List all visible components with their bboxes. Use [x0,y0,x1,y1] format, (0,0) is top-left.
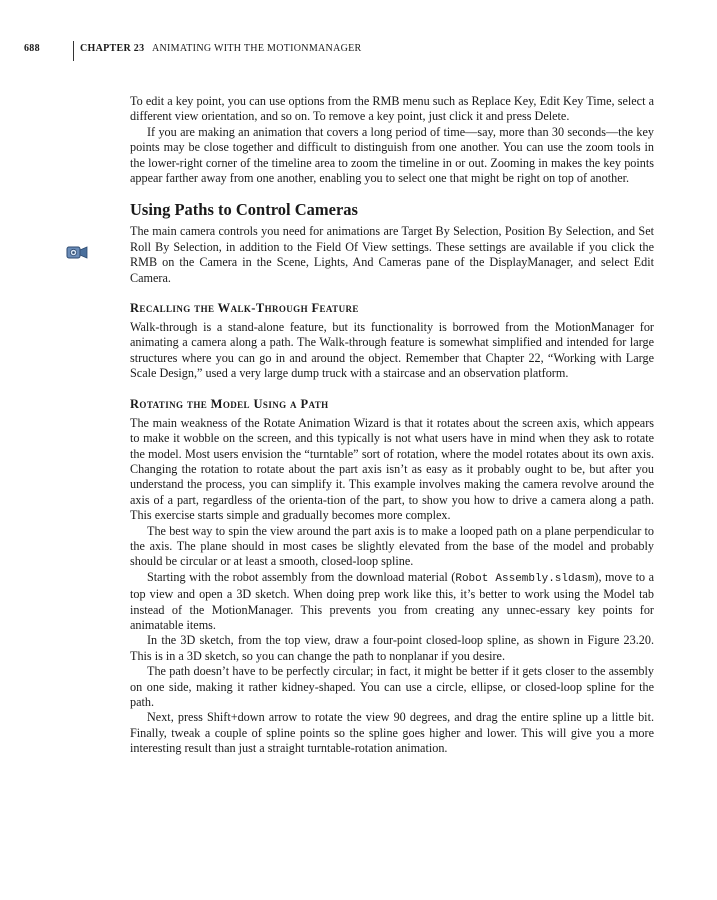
paragraph: The path doesn’t have to be perfectly circular; in fact, it might be better if it gets closer to the assembly on one side, making it rather kidney-shaped. You can use a circle, ellipse, or closed-loop spline for the path. [130,664,654,709]
video-camera-icon [66,244,88,260]
paragraph: If you are making an animation that covers a long period of time—say, more than 30 seconds—the key points may be close together and difficult to distinguish from one another. You can use the zoom tools in the lower-right corner of the timeline area to zoom the timeline in or out. Zooming in makes the key points appear farther away from one another, enabling you to select one that might be right on top of another. [130,124,654,186]
page-body [130,94,654,757]
paragraph: The main weakness of the Rotate Animation Wizard is that it rotates about the screen axis, which appears to make it wobble on the screen, and this typically is not what users have in mind when they ask to rotate the model. Most users envision the “turntable” sort of rotation, where the model rotates about its own axis. Changing the rotation to rotate about the part axis isn’t as easy as it probably ought to be, but after you understand the process, you can simplify it. This example involves making the camera revolve around the axis of a part, regardless of the orienta-tion of the part, to show you how to drive a camera along a path. This exercise starts simple and gradually becomes more complex. [130,415,654,523]
paragraph: Walk-through is a stand-alone feature, but its functionality is borrowed from the MotionManager for animating a camera along a path. The Walk-through feature is somewhat simplified and intended for large structures where you can go in and around the object. Remember that Chapter 22, “Working with Large Scale Design,” used a very large dump truck with a staircase and an observation platform. [130,320,654,381]
chapter-label: CHAPTER 23 [80,43,145,54]
subsection-heading: Rotating the Model Using a Path [130,396,329,411]
file-name: Robot Assembly.sldasm [455,572,595,585]
paragraph: Next, press Shift+down arrow to rotate the view 90 degrees, and drag the entire spline up a little bit. Finally, tweak a couple of spline points so the spline goes higher and lower. This will give you a more interesting result than just a straight turntable-rotation animation. [130,710,654,756]
subsection-heading: Recalling the Walk-Through Feature [130,301,359,316]
paragraph: The best way to spin the view around the part axis is to make a looped path on a plane perpendicular to the axis. The plane should in most cases be slightly elevated from the base of the model and probably should be circular or at least a smooth, closed-loop spline. [130,523,654,569]
section-heading: Using Paths to Control Cameras [130,200,358,220]
page-header [0,41,717,61]
page-number: 688 [24,43,40,54]
chapter-title: ANIMATING WITH THE MOTIONMANAGER [152,43,362,54]
text-run: Starting with the robot assembly from the download material ( [147,569,456,584]
paragraph: In the 3D sketch, from the top view, draw a four-point closed-loop spline, as shown in Figure 23.20. This is in a 3D sketch, so you can change the path to nonplanar if you desire. [130,633,654,663]
paragraph: To edit a key point, you can use options from the RMB menu such as Replace Key, Edit Key Time, select a different view orientation, and so on. To remove a key point, just click it and press Delete. [130,94,654,124]
paragraph: The main camera controls you need for animations are Target By Selection, Position By Selection, and Set Roll By Selection, in addition to the Field Of View settings. These settings are available if you click the RMB on the Camera in the Scene, Lights, And Cameras pane of the DisplayManager, and select Edit Camera. [130,224,654,285]
header-divider [73,41,74,61]
paragraph [130,570,654,634]
text-run: ), move to a top view and open a 3D sketch. When doing prep work like this, it’s better to work using the Model tab instead of the MotionManager. This prevents you from creating any unnec-essary key points for animatable items. [130,569,654,632]
